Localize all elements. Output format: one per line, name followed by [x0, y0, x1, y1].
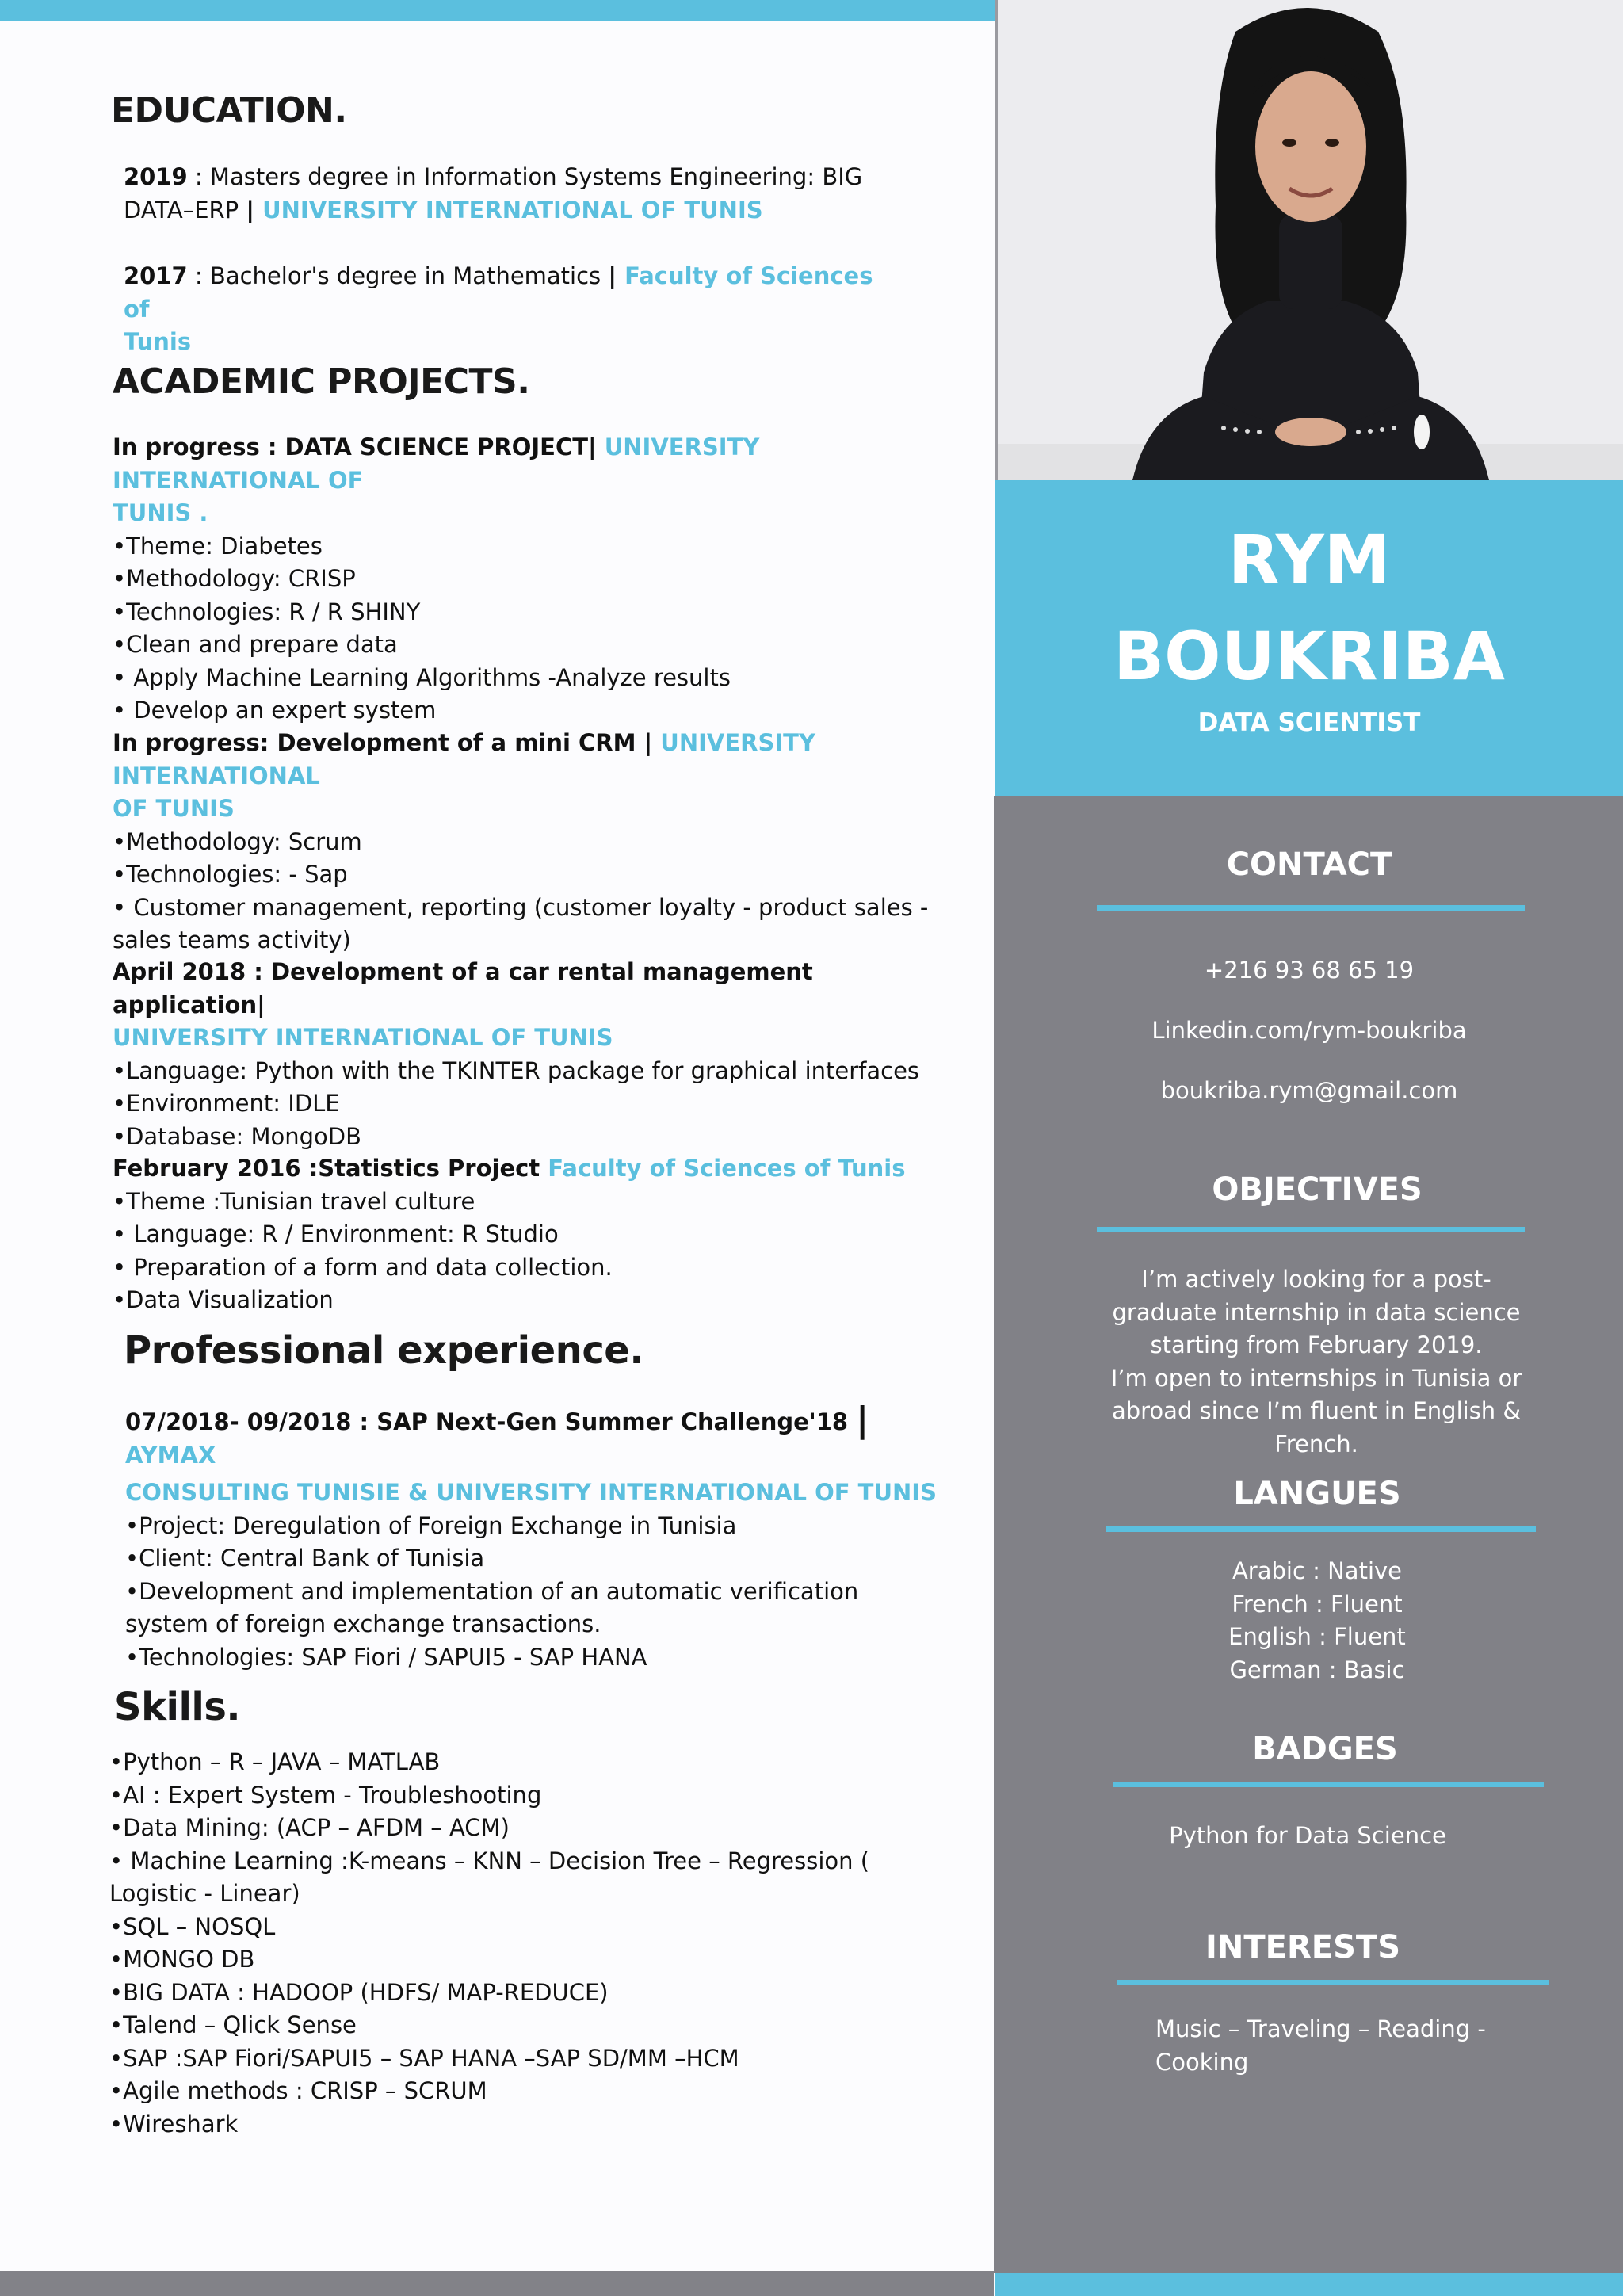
project-line: • Preparation of a form and data collection.	[113, 1253, 613, 1281]
divider	[1106, 1526, 1536, 1532]
project-line: •Data Visualization	[113, 1286, 334, 1313]
divider	[1097, 905, 1525, 911]
skills-list	[109, 1746, 965, 2141]
project-line: •Database: MongoDB	[113, 1122, 361, 1150]
separator: |	[246, 196, 254, 223]
skill-item: •Agile methods : CRISP – SCRUM	[109, 2077, 487, 2104]
experience-line: •Technologies: SAP Fiori / SAPUI5 - SAP HANA	[125, 1643, 647, 1671]
skill-item: •SQL – NOSQL	[109, 1912, 276, 1940]
skill-item: •Wireshark	[109, 2110, 239, 2137]
education-degree: : Masters degree in Information Systems Engineering: BIG	[187, 163, 863, 190]
project-line: • Develop an expert system	[113, 697, 437, 724]
objectives-line: graduate internship in data science	[1112, 1298, 1521, 1326]
interests-heading: INTERESTS	[1205, 1929, 1400, 1966]
project-mini-crm	[113, 727, 953, 957]
education-degree: : Bachelor's degree in Mathematics	[187, 262, 609, 289]
education-year: 2019	[124, 163, 188, 190]
skill-item: •Python – R – JAVA – MATLAB	[109, 1748, 441, 1775]
skill-item: •MONGO DB	[109, 1946, 255, 1973]
contact-heading: CONTACT	[1226, 846, 1392, 883]
language-item: Arabic : Native	[1232, 1557, 1403, 1584]
objectives-line: starting from February 2019.	[1150, 1331, 1483, 1358]
objectives-line: I’m open to internships in Tunisia or	[1110, 1364, 1522, 1392]
project-line: •Theme: Diabetes	[113, 532, 323, 560]
objectives-line: I’m actively looking for a post-	[1141, 1266, 1491, 1293]
contact-linkedin[interactable]: Linkedin.com/rym-boukriba	[1151, 1017, 1467, 1044]
divider	[1097, 1227, 1525, 1232]
skill-item: •BIG DATA : HADOOP (HDFS/ MAP-REDUCE)	[109, 1978, 609, 2006]
education-item-2019	[124, 161, 884, 227]
project-school-cont: OF TUNIS	[113, 795, 235, 822]
objectives-text	[1027, 1263, 1606, 1461]
education-school-cont: Tunis	[124, 328, 192, 355]
education-degree-cont: DATA–ERP	[124, 196, 246, 223]
contact-phone[interactable]: +216 93 68 65 19	[1204, 957, 1415, 984]
sidebar	[994, 796, 1623, 2273]
interest-item: Cooking	[1155, 2048, 1249, 2076]
first-name: RYM	[1228, 521, 1391, 598]
education-school: UNIVERSITY INTERNATIONAL OF TUNIS	[254, 196, 763, 223]
skills-heading: Skills.	[114, 1685, 241, 1729]
contact-email[interactable]: boukriba.rym@gmail.com	[1160, 1077, 1458, 1104]
project-line: • Apply Machine Learning Algorithms -Analyze results	[113, 663, 731, 691]
name-banner	[995, 480, 1623, 796]
project-line: •Theme :Tunisian travel culture	[113, 1187, 475, 1215]
project-data-science	[113, 431, 937, 728]
experience-line: •Development and implementation of an automatic verification	[125, 1577, 859, 1605]
language-item: French : Fluent	[1232, 1590, 1403, 1618]
project-school: Faculty of Sciences of Tunis	[548, 1155, 906, 1182]
project-title: February 2016 :Statistics Project	[113, 1155, 548, 1182]
bottom-accent-bar	[995, 2273, 1623, 2296]
separator: |	[856, 1400, 869, 1440]
project-statistics	[113, 1152, 953, 1317]
education-year: 2017	[124, 262, 188, 289]
project-school: UNIVERSITY INTERNATIONAL OF TUNIS	[113, 1024, 613, 1051]
project-school-cont: TUNIS .	[113, 499, 208, 526]
bottom-gray-bar	[0, 2271, 994, 2296]
badges-list	[994, 1820, 1621, 1853]
project-title: In progress: Development of a mini CRM	[113, 729, 644, 756]
languages-heading: LANGUES	[1233, 1476, 1401, 1512]
interest-item: Music – Traveling – Reading -	[1155, 2015, 1486, 2042]
language-item: German : Basic	[1229, 1656, 1405, 1683]
project-title: April 2018 : Development of a car rental management application|	[113, 958, 813, 1018]
language-item: English : Fluent	[1228, 1623, 1406, 1650]
separator: |	[643, 729, 653, 756]
interests-list	[1155, 2013, 1568, 2079]
objectives-heading: OBJECTIVES	[1212, 1171, 1423, 1208]
project-car-rental	[113, 956, 953, 1153]
education-heading: EDUCATION.	[111, 90, 347, 131]
badge-item[interactable]: Python for Data Science	[1169, 1822, 1446, 1849]
experience-item	[125, 1400, 965, 1674]
experience-company-cont: CONSULTING TUNISIE & UNIVERSITY INTERNATIONAL OF TUNIS	[125, 1479, 937, 1506]
experience-line: system of foreign exchange transactions.	[125, 1610, 601, 1637]
divider	[1117, 1980, 1549, 1985]
skill-item: •Talend – Qlick Sense	[109, 2011, 357, 2038]
education-school: Faculty of Sciences of	[124, 262, 873, 323]
objectives-line: abroad since I’m fluent in English &	[1111, 1397, 1522, 1424]
skill-item: •SAP :SAP Fiori/SAPUI5 – SAP HANA –SAP SD/MM –HCM	[109, 2044, 739, 2072]
skill-item: Logistic - Linear)	[109, 1880, 300, 1907]
last-name: BOUKRIBA	[1113, 617, 1505, 695]
experience-title: 07/2018- 09/2018 : SAP Next-Gen Summer Challenge'18	[125, 1408, 857, 1435]
experience-heading: Professional experience.	[124, 1328, 644, 1373]
project-title: In progress : DATA SCIENCE PROJECT|	[113, 434, 597, 460]
profile-photo	[995, 0, 1623, 480]
skill-item: •AI : Expert System - Troubleshooting	[109, 1781, 542, 1809]
projects-heading: ACADEMIC PROJECTS.	[113, 361, 530, 402]
job-title: DATA SCIENTIST	[1197, 709, 1421, 737]
badges-heading: BADGES	[1252, 1731, 1398, 1767]
objectives-line: French.	[1274, 1430, 1358, 1457]
skill-item: • Machine Learning :K-means – KNN – Decision Tree – Regression (	[109, 1847, 870, 1874]
education-item-2017	[124, 260, 884, 359]
project-line: • Customer management, reporting (customer loyalty - product sales -	[113, 893, 929, 921]
languages-list	[1003, 1555, 1623, 1687]
project-line: •Clean and prepare data	[113, 631, 398, 658]
portrait-photo-icon	[998, 0, 1623, 480]
experience-line: •Project: Deregulation of Foreign Exchange in Tunisia	[125, 1511, 737, 1539]
separator: |	[608, 262, 617, 289]
project-school: UNIVERSITY INTERNATIONAL OF	[113, 434, 760, 494]
project-line: •Environment: IDLE	[113, 1090, 340, 1117]
project-line: •Methodology: CRISP	[113, 565, 356, 592]
project-line: •Language: Python with the TKINTER package for graphical interfaces	[113, 1056, 920, 1084]
experience-line: •Client: Central Bank of Tunisia	[125, 1545, 485, 1572]
skill-item: •Data Mining: (ACP – AFDM – ACM)	[109, 1814, 510, 1841]
project-line: •Technologies: - Sap	[113, 861, 348, 888]
divider	[1113, 1782, 1544, 1787]
project-line: •Technologies: R / R SHINY	[113, 598, 421, 625]
experience-company: AYMAX	[125, 1441, 216, 1469]
project-line: •Methodology: Scrum	[113, 827, 362, 855]
project-school: UNIVERSITY INTERNATIONAL	[113, 729, 815, 789]
project-line: sales teams activity)	[113, 926, 351, 953]
project-line: • Language: R / Environment: R Studio	[113, 1221, 559, 1247]
